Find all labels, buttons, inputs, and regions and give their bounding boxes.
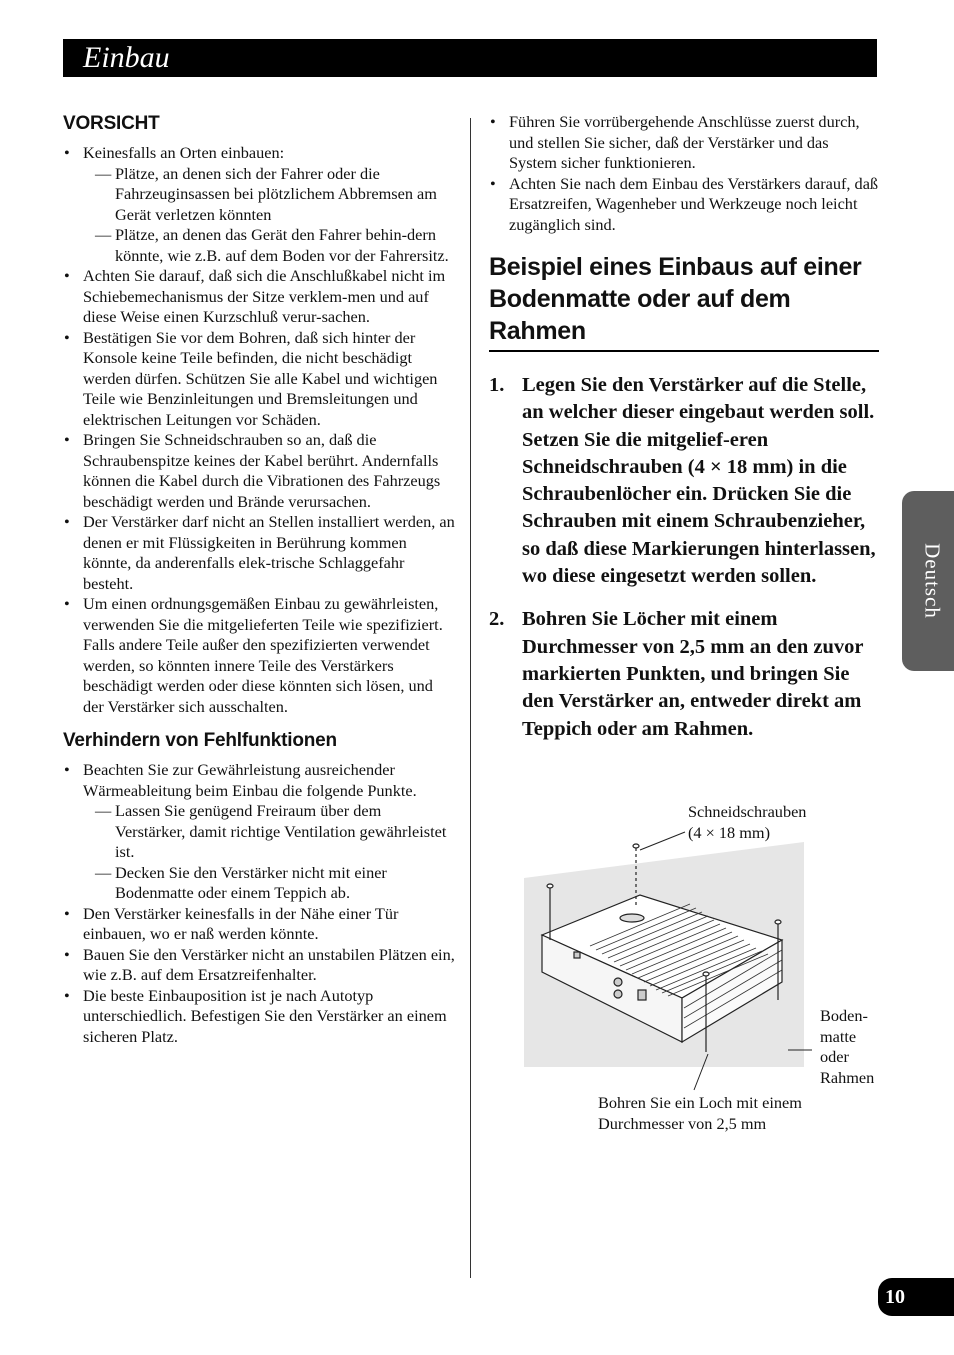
sub-item: — Plätze, an denen das Gerät den Fahrer behin-dern könnte, wie z.B. auf dem Boden vor der Fahrersitz. [83,225,455,266]
list-item: • Beachten Sie zur Gewährleistung ausreichender Wärmeableitung beim Einbau die folgende Punkte. — Lassen Sie genügend Freiraum über dem Verstärker, damit richtige Ventilation gewährleistet ist. — Decken Sie den Verstärker nicht mit einer Bodenmatte oder einem Teppich ab. [63,760,455,904]
hole-label: Bohren Sie ein Loch mit einem Durchmesser von 2,5 mm [598,1093,802,1133]
fehlfunktionen-list [63,760,455,1047]
list-item: • Bauen Sie den Verstärker nicht an unstabilen Plätzen ein, wie z.B. auf dem Ersatzreifenhalter. [63,945,455,986]
vorsicht-heading: VORSICHT [63,113,160,134]
step-text: Legen Sie den Verstärker auf die Stelle, an welcher dieser eingebaut werden soll. Setzen Sie die mitgelief-eren Schneidschrauben (4 × 18 mm) in die Schraubenlöcher ein. Drücken Sie die Schrauben mit einem Schraubenzieher, so daß diese Markierungen hinterlassen, wo diese eingesetzt werden sollen. [522,374,876,588]
page-number: 10 [885,1286,905,1308]
step-number: 2. [489,608,505,631]
left-column [63,112,455,1047]
fehlfunktionen-heading: Verhindern von Fehlfunktionen [63,730,337,751]
sub-list [83,801,455,904]
list-item: • Achten Sie nach dem Einbau des Verstärkers darauf, daß Ersatzreifen, Wagenheber und Werkzeuge noch leicht zugänglich sind. [489,174,879,236]
screws-label: Schneidschrauben (4 × 18 mm) [688,802,807,842]
list-item: • Keinesfalls an Orten einbauen: — Plätze, an denen sich der Fahrer oder die Fahrzeuginsassen bei plötzlichem Abbremsen am Gerät verletzen könnten — Plätze, an denen das Gerät den Fahrer behin-dern könnte, wie z.B. auf dem Boden vor der Fahrersitz. [63,143,455,266]
steps-list [489,372,879,743]
list-item: • Bringen Sie Schneidschrauben so an, daß die Schraubenspitze keines der Kabel berührt. Andernfalls können die Kabel durch die Vibrationen des Fahrzeugs beschädigt werden und Brände verursachen. [63,430,455,512]
page-title: Einbau [83,41,170,74]
list-item: • Der Verstärker darf nicht an Stellen installiert werden, an denen er mit Flüssigkeiten in Berührung kommen könnte, da anderenfalls elek-trische Schlaggefahr besteht. [63,512,455,594]
list-item: • Den Verstärker keinesfalls in der Nähe einer Tür einbauen, wo er naß werden könnte. [63,904,455,945]
section-title: Beispiel eines Einbaus auf einer Bodenmatte oder auf dem Rahmen [489,251,879,352]
amplifier-illustration [520,800,880,1140]
list-item: • Bestätigen Sie vor dem Bohren, daß sich hinter der Konsole keine Teile befinden, die nicht beschädigt werden dürfen. Schützen Sie alle Kabel und wichtigen Teile wie Benzinleitungen und Bremsleitungen und elektrischen Leitungen vor Schäden. [63,328,455,431]
sub-item: — Lassen Sie genügend Freiraum über dem Verstärker, damit richtige Ventilation gewährleistet ist. [83,801,455,863]
installation-figure [520,800,880,1140]
step-text: Bohren Sie Löcher mit einem Durchmesser von 2,5 mm an den zuvor markierten Punkten, und bringen Sie den Verstärker an, entweder direkt am Teppich oder am Rahmen. [522,608,864,740]
step-item [489,606,879,742]
column-divider [470,118,471,1278]
mat-label: Boden- matte oder Rahmen [820,1006,875,1087]
step-number: 1. [489,374,505,396]
list-item: • Achten Sie darauf, daß sich die Anschlußkabel nicht im Schiebemechanismus der Sitze verklem-men und auf diese Weise einen Kurzschluß verur-sachen. [63,266,455,328]
right-column [489,112,879,759]
language-tab-label: Deutsch [920,543,945,619]
vorsicht-list [63,143,455,717]
sub-item: — Decken Sie den Verstärker nicht mit einer Bodenmatte oder einem Teppich ab. [83,863,455,904]
step-item [489,372,879,590]
list-item: • Um einen ordnungsgemäßen Einbau zu gewährleisten, verwenden Sie die mitgelieferten Teile wie spezifiziert. Falls andere Teile außer den spezifizierten verwendet werden, so könnten innere Teile des Verstärkers beschädigt werden oder diese könnten sich lösen, und der Verstärker sich ausschalten. [63,594,455,717]
page-number-badge [878,1278,954,1316]
list-item: • Die beste Einbauposition ist je nach Autotyp unterschiedlich. Befestigen Sie den Verstärker an einem sicheren Platz. [63,986,455,1048]
header-bar [63,39,877,77]
language-tab [902,491,954,671]
sub-item: — Plätze, an denen sich der Fahrer oder die Fahrzeuginsassen bei plötzlichem Abbremsen am Gerät verletzen könnten [83,164,455,226]
list-item: • Führen Sie vorrübergehende Anschlüsse zuerst durch, und stellen Sie sicher, daß der Verstärker und das System sicher funktionieren. [489,112,879,174]
right-bullet-list [489,112,879,235]
sub-list [83,164,455,267]
